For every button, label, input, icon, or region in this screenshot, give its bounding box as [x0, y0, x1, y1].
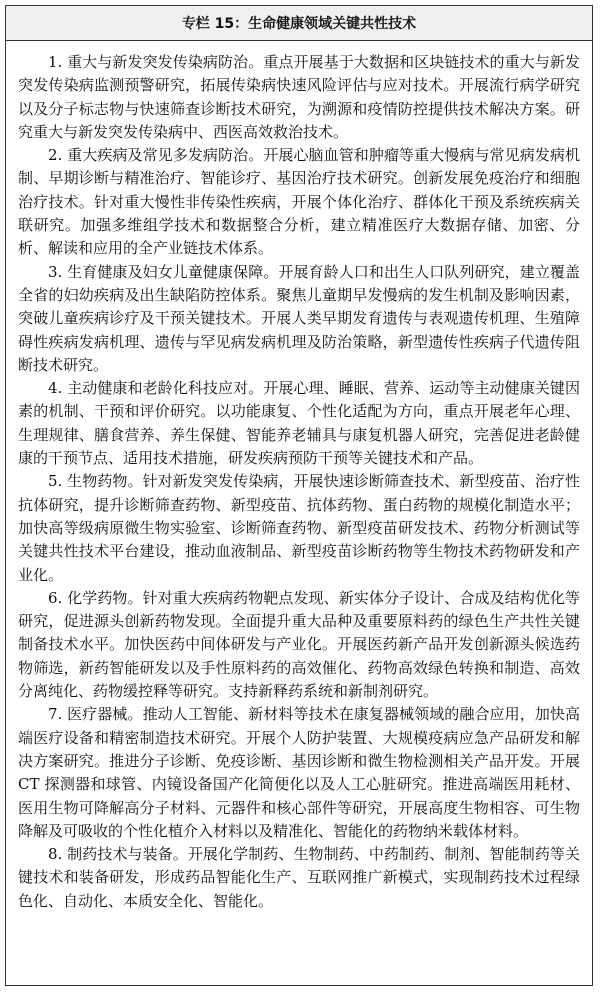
paragraph-major-diseases: 2. 重大疾病及常见多发病防治。开展心脑血管和肿瘤等重大慢病与常见病发病机制、早期诊断与精准治疗、智能诊疗、基因治疗技术研究。创新发展免疫治疗和细胞治疗技术。针对重大慢性非传染性疾病，开展个体化治疗、群体化干预及系统疾病关联研究。加强多维组学技术和数据整合分析，建立精准医疗大数据存储、加密、分析、解读和应用的全产业链技术体系。 [18, 146, 580, 258]
box-title: 专栏 15：生命健康领域关键共性技术 [6, 6, 592, 41]
box-content [6, 41, 592, 913]
paragraph-pharma-technology: 8. 制药技术与装备。开展化学制药、生物制药、中药制药、制剂、智能制药等关键技术和装备研发，形成药品智能化生产、互联网推广新模式，实现制药技术过程绿色化、自动化、本质安全化、智能化。 [18, 845, 580, 910]
paragraph-biological-drugs: 5. 生物药物。针对新发突发传染病，开展快速诊断筛查技术、新型疫苗、治疗性抗体研究，提升诊断筛查药物、新型疫苗、抗体药物、蛋白药物的规模化制造水平；加快高等级病原微生物实验室、诊断筛查药物、新型疫苗研发技术、药物分析测试等关键共性技术平台建设，推动血液制品、新型疫苗诊断药物等生物技术药物研发和产业化。 [18, 472, 580, 584]
paragraph-active-health-aging: 4. 主动健康和老龄化科技应对。开展心理、睡眠、营养、运动等主动健康关键因素的机制、干预和评价研究。以功能康复、个性化适配为方向，重点开展老年心理、生理规律、膳食营养、养生保健、智能养老辅具与康复机器人研究，完善促进老龄健康的干预节点、适用技术措施，研发疾病预防干预等关键技术和产品。 [18, 379, 580, 468]
sidebar-box [5, 5, 593, 986]
paragraph-maternal-child-health: 3. 生育健康及妇女儿童健康保障。开展育龄人口和出生人口队列研究，建立覆盖全省的妇幼疾病及出生缺陷防控体系。聚焦儿童期早发慢病的发生机制及影响因素，突破儿童疾病诊疗及干预关键技术。开展人类早期发育遗传与表观遗传机理、生殖障碍性疾病发病机理、遗传与罕见病发病机理及防治策略，新型遗传性疾病子代遗传阻断技术研究。 [18, 262, 580, 374]
paragraph-chemical-drugs: 6. 化学药物。针对重大疾病药物靶点发现、新实体分子设计、合成及结构优化等研究，促进源头创新药物发现。全面提升重大品种及重要原料药的绿色生产共性关键制备技术水平。加快医药中间体研发与产业化。开展医药新产品开发创新源头候选药物筛选，新药智能研发以及手性原料药的高效催化、药物高效绿色转换和制造、高效分离纯化、药物缓控释等研究。支持新释药系统和新制剂研究。 [18, 588, 580, 701]
paragraph-infectious-disease: 1. 重大与新发突发传染病防治。重点开展基于大数据和区块链技术的重大与新发突发传染病监测预警研究，拓展传染病快速风险评估与应对技术。开展流行病学研究以及分子标志物与快速筛查诊断技术研究，为溯源和疫情防控提供技术解决方案。研究重大与新发突发传染病中、西医高效救治技术。 [18, 53, 580, 141]
paragraph-medical-devices: 7. 医疗器械。推动人工智能、新材料等技术在康复器械领域的融合应用，加快高端医疗设备和精密制造技术研究。开展个人防护装置、大规模疫病应急产品研发和解决方案研究。推进分子诊断、免疫诊断、基因诊断和微生物检测相关产品开发。开展 CT 探测器和球管、内镜设备国产化简便化以及人工心脏研究。推进高端医用耗材、医用生物可降解高分子材料、元器件和核心部件等研究，开展高度生物相容、可生物降解及可吸收的个性化植介入材料以及精准化、智能化的药物纳米载体材料。 [18, 705, 580, 840]
